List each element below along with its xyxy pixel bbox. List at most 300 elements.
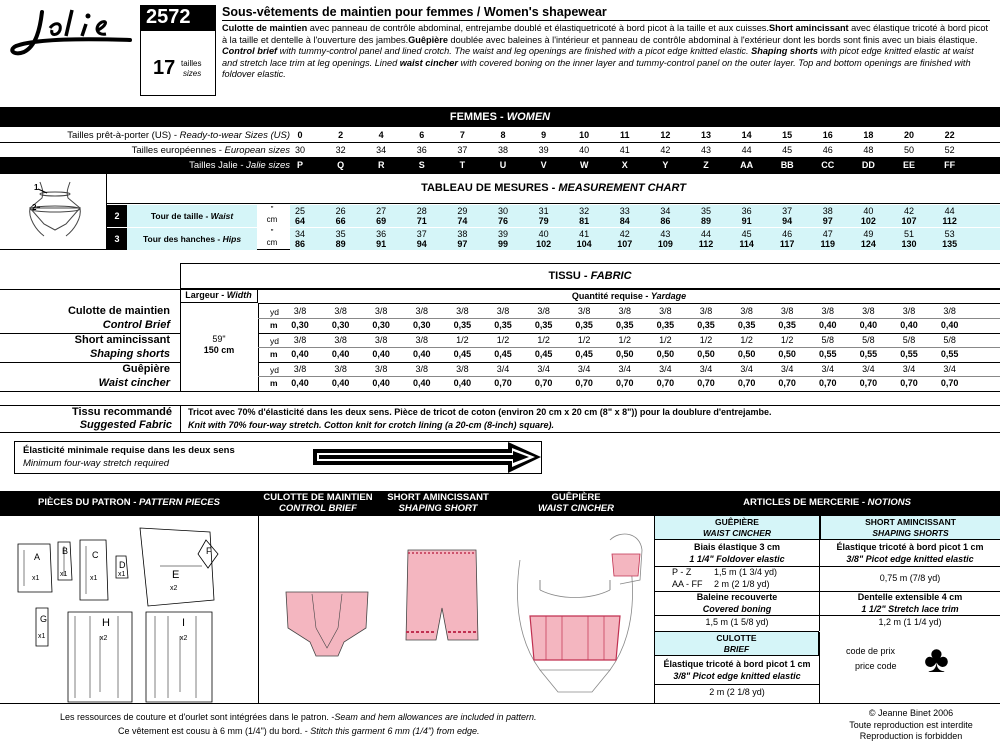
fabric-m-cell: 0,70 (494, 378, 512, 388)
fabric-m-cell: 0,40 (372, 378, 390, 388)
footer-seam: Les ressources de couture et d'ourlet sont intégrées dans le patron. -Seam and hem allowances are included in pattern. (60, 712, 537, 722)
brief-drawing (282, 588, 372, 658)
measurement-cm-cell: 107 (617, 239, 633, 249)
fabric-m-cell: 0,45 (575, 349, 593, 359)
suggested-text-fr: Tricot avec 70% d'élasticité dans les deux sens. Pièce de tricot de coton (environ 20 cm x 20 cm (8" x 8")) pour la doublure d'entrejambe. (188, 407, 772, 417)
measurement-in-cell: 42 (619, 229, 630, 239)
measurement-cm-cell: 79 (538, 216, 549, 226)
fabric-yd-cell: 3/4 (862, 364, 875, 374)
rule (107, 203, 1000, 204)
desc-fr-brief-bold: Culotte de maintien (222, 23, 308, 33)
measurement-cm-cell: 86 (294, 239, 305, 249)
fabric-m-cell: 0,50 (778, 349, 796, 359)
measurement-cm-cell: 94 (782, 216, 793, 226)
size-cell: 12 (660, 130, 671, 140)
measurement-in-cell: 35 (700, 206, 711, 216)
club-icon: ♣ (924, 639, 949, 681)
fabric-yd-cell: 5/8 (821, 335, 835, 345)
fabric-m-cell: 0,40 (413, 378, 431, 388)
measurement-cm-cell: 114 (739, 239, 754, 249)
measurement-cm-cell: 124 (860, 239, 876, 249)
size-cell: DD (861, 160, 875, 170)
measurement-cm-cell: 102 (536, 239, 552, 249)
measurement-number: 2 (107, 205, 127, 227)
piece-count: x2 (180, 635, 188, 642)
fabric-yd-cell: 3/8 (740, 306, 753, 316)
fabric-yd-cell: 3/8 (415, 306, 429, 316)
fabric-yd-cell: 3/8 (659, 306, 672, 316)
cincher-item2: Baleine recouverte Covered boning (696, 592, 778, 614)
fabric-garment-en: Control Brief (102, 319, 170, 331)
measurement-cm-cell: 89 (335, 239, 346, 249)
pattern-number: 2572 (140, 5, 216, 30)
suggested-label-en: Suggested Fabric (79, 419, 172, 431)
measurement-number: 3 (107, 228, 127, 250)
fabric-yd-cell: 3/8 (293, 335, 307, 345)
measurement-label: Tour de taille - Waist (127, 205, 257, 227)
fabric-yd-cell: 3/4 (659, 364, 672, 374)
desc-en-shorts-bold: Shaping shorts (751, 46, 818, 57)
size-cell: 10 (579, 130, 590, 140)
fabric-yd-cell: 3/8 (293, 364, 307, 374)
fabric-yd-cell: 3/4 (537, 364, 550, 374)
fabric-m-cell: 0,40 (453, 378, 472, 388)
measurement-in-cell: 34 (660, 206, 671, 216)
measurement-in-cell: 41 (579, 229, 590, 239)
piece-label: B (62, 546, 69, 556)
measurement-cm-cell: 94 (416, 239, 427, 249)
fabric-m-cell: 0,40 (900, 320, 918, 330)
size-cell: U (499, 160, 507, 170)
measurement-cm-cell: 104 (576, 239, 592, 249)
cincher-q1-values: 1,5 m (1 3/4 yd) 2 m (2 1/8 yd) (714, 567, 778, 589)
measurement-title: TABLEAU DE MESURES - MEASUREMENT CHART (421, 182, 686, 194)
piece-count: x1 (38, 633, 46, 640)
size-cell: 48 (863, 145, 874, 155)
brief-item: Élastique tricoté à bord picot 1 cm 3/8" Picot edge knitted elastic (663, 659, 811, 681)
measurement-row (0, 228, 1000, 250)
measurement-in-cell: 36 (741, 206, 752, 216)
size-cell: 14 (741, 130, 752, 140)
rule (258, 347, 1000, 348)
stretch-text-en: Minimum four-way stretch required (23, 458, 170, 469)
size-cell: 4 (378, 130, 384, 140)
fabric-m-cell: 0,35 (453, 320, 472, 330)
size-cell: 22 (944, 130, 955, 140)
desc-en-brief-bold: Control brief (222, 46, 278, 57)
fabric-title: TISSU - FABRIC (548, 270, 632, 282)
fabric-yd-cell: 3/8 (902, 306, 916, 316)
shorts-item2: Dentelle extensible 4 cm 1 1/2" Stretch lace trim (857, 592, 963, 614)
piece-label: C (92, 550, 99, 560)
measurement-cm-cell: 112 (942, 216, 957, 226)
measurement-cm-cell: 86 (660, 216, 671, 226)
fabric-m-cell: 0,40 (291, 378, 309, 388)
measurement-cm-cell: 135 (942, 239, 958, 249)
fabric-m-cell: 0,70 (737, 378, 756, 388)
size-row-us (0, 128, 1000, 143)
measurement-in-cell: 45 (741, 229, 752, 239)
fabric-yd-cell: 1/2 (699, 335, 713, 345)
fabric-m-cell: 0,40 (291, 349, 309, 359)
jalie-logo-icon (2, 4, 137, 64)
size-cell: 7 (459, 130, 465, 140)
measurement-in-cell: 36 (376, 229, 387, 239)
measurement-in-cell: 40 (538, 229, 549, 239)
price-code-fr: code de prix (846, 646, 896, 656)
shaping-short-icon (402, 548, 482, 648)
rule (655, 684, 819, 685)
fabric-units: yd m (270, 365, 279, 388)
fabric-yd-cell: 3/4 (780, 364, 794, 374)
fabric-yd-cell: 3/4 (618, 364, 632, 374)
fabric-m-cell: 0,45 (534, 349, 553, 359)
fabric-m-cell: 0,35 (778, 320, 796, 330)
measurement-in-cell: 25 (294, 206, 305, 216)
fabric-yd-cell: 3/8 (699, 306, 713, 316)
size-cell: 6 (419, 130, 425, 140)
size-cell: 50 (903, 145, 914, 155)
size-cell: AA (740, 160, 754, 170)
svg-text:Jalie: Jalie (12, 62, 15, 63)
fabric-yd-cell: 1/2 (780, 335, 794, 345)
size-cell: 44 (741, 145, 752, 155)
measurement-in-cell: 27 (376, 206, 387, 216)
fabric-m-cell: 0,50 (697, 349, 715, 359)
size-cell: 52 (944, 145, 955, 155)
header-title: Sous-vêtements de maintien pour femmes / Women's shapewear (222, 5, 607, 19)
copyright: © Jeanne Binet 2006 (868, 708, 954, 718)
fabric-yd-cell: 3/4 (496, 364, 510, 374)
rights-en: Reproduction is forbidden (859, 731, 963, 741)
fabric-m-cell: 0,40 (819, 320, 837, 330)
stretch-text-fr: Élasticité minimale requise dans les deux sens (23, 445, 235, 456)
fabric-yd-cell: 3/8 (780, 306, 794, 316)
size-cell: 32 (335, 145, 346, 155)
size-cell: 16 (822, 130, 833, 140)
pattern-pieces (0, 516, 258, 704)
size-cell: 34 (376, 145, 387, 155)
fabric-yd-cell: 1/2 (740, 335, 753, 345)
pattern-pieces-icon (0, 516, 258, 704)
measurement-in-cell: 31 (538, 206, 549, 216)
fabric-m-cell: 0,40 (372, 349, 390, 359)
size-cell: 18 (863, 130, 874, 140)
size-cell: 46 (822, 145, 833, 155)
measurement-in-cell: 32 (579, 206, 590, 216)
measurement-cm-cell: 119 (820, 239, 836, 249)
measurement-in-cell: 53 (944, 229, 955, 239)
fabric-m-cell: 0,55 (900, 349, 918, 359)
measurement-units: " cm (266, 228, 278, 247)
size-row-us-label: Tailles prêt-à-porter (US) - Ready-to-wear Sizes (US) (67, 130, 290, 141)
measurement-in-cell: 37 (416, 229, 427, 239)
fabric-yd-cell: 5/8 (902, 335, 916, 345)
size-cell: 30 (294, 145, 305, 155)
size-cell: S (418, 160, 425, 170)
fabric-m-cell: 0,70 (819, 378, 837, 388)
measurement-in-cell: 42 (903, 206, 914, 216)
size-cell: X (621, 160, 628, 170)
size-row-jalie-label: Tailles Jalie - Jalie sizes (189, 160, 290, 171)
fabric-yd-cell: 3/8 (537, 306, 550, 316)
fabric-yd-cell: 3/8 (415, 364, 429, 374)
short-drawing (402, 548, 482, 648)
size-cell: EE (902, 160, 915, 170)
desc-en-cincher: with covered boning on the inner layer and tummy-control panel on the outer layer. Top and bottom openings are finished with foldover elastic. (222, 57, 971, 80)
fabric-m-cell: 0,35 (494, 320, 512, 330)
women-banner-fr: FEMMES - (449, 111, 507, 123)
fabric-m-cell: 0,45 (494, 349, 512, 359)
fabric-m-cell: 0,30 (372, 320, 390, 330)
fabric-m-cell: 0,70 (940, 378, 959, 388)
rule (180, 405, 181, 433)
fabric-m-cell: 0,35 (575, 320, 593, 330)
fabric-m-cell: 0,70 (778, 378, 796, 388)
fabric-yd-cell: 3/8 (415, 335, 429, 345)
measurement-cm-cell: 89 (700, 216, 711, 226)
fabric-yd-cell: 3/8 (496, 306, 510, 316)
desc-fr-brief: avec panneau de contrôle abdominal, entrejambe doublé et élastiquetricoté à bord picot à la taille et aux cuisses. (307, 23, 769, 33)
fabric-yd-cell: 3/8 (374, 306, 388, 316)
fabric-yd-cell: 1/2 (537, 335, 550, 345)
rights-fr: Toute reproduction est interdite (849, 719, 973, 730)
stretch-guide (14, 441, 542, 474)
fabric-yd-cell: 3/4 (577, 364, 591, 374)
control-brief-icon (282, 588, 372, 658)
size-cell: FF (944, 160, 956, 170)
fabric-m-cell: 0,35 (616, 320, 634, 330)
footer-copyright (836, 708, 986, 743)
logo (2, 4, 137, 64)
piece-label: I (182, 617, 186, 629)
suggested-label-fr: Tissu recommandé (71, 406, 172, 418)
piece-label: A (34, 552, 41, 562)
measurement-in-cell: 30 (497, 206, 508, 216)
fabric-m-cell: 0,30 (413, 320, 431, 330)
shorts-q1: 0,75 m (7/8 yd) (879, 573, 941, 583)
fabric-yd-cell: 3/8 (821, 306, 835, 316)
fabric-m-cell: 0,55 (859, 349, 878, 359)
fabric-yd-cell: 5/8 (943, 335, 956, 345)
fabric-m-cell: 0,35 (737, 320, 756, 330)
fabric-yd-cell: 1/2 (618, 335, 632, 345)
measurement-cm-cell: 109 (657, 239, 673, 249)
brief-title: CULOTTE DE MAINTIEN CONTROL BRIEF (263, 492, 373, 514)
measurement-cm-cell: 130 (901, 239, 917, 249)
measurement-in-cell: 39 (497, 229, 508, 239)
fabric-m-cell: 0,70 (616, 378, 634, 388)
fabric-m-cell: 0,40 (859, 320, 878, 330)
measurement-cm-cell: 97 (822, 216, 833, 226)
size-cell: 8 (500, 130, 506, 140)
measurement-label: Tour des hanches - Hips (127, 228, 257, 250)
fabric-yd-cell: 3/8 (293, 306, 307, 316)
women-banner (0, 107, 1000, 127)
fabric-m-cell: 0,70 (575, 378, 593, 388)
size-cell: 0 (297, 130, 303, 140)
size-row-eu (0, 143, 1000, 157)
measurement-cm-cell: 69 (376, 216, 387, 226)
notions-shorts-head: SHORT AMINCISSANT SHAPING SHORTS (820, 516, 1000, 540)
size-cell: Z (703, 160, 709, 170)
size-cell: BB (780, 160, 794, 170)
fabric-yd-cell: 1/2 (659, 335, 672, 345)
piece-count: x2 (170, 585, 178, 592)
piece-label: D (119, 560, 126, 570)
desc-fr-shorts: avec élastique tricoté à bord picot à la taille et dentelle à l'ouverture des jambes. (222, 23, 989, 45)
rule (258, 362, 1000, 363)
size-cell: 38 (497, 145, 508, 155)
fabric-m-cell: 0,50 (616, 349, 634, 359)
desc-fr-shorts-bold: Short amincissant (768, 23, 849, 33)
header-description (222, 23, 990, 81)
measurement-in-cell: 44 (944, 206, 955, 216)
fabric-row (0, 362, 1000, 391)
price-code-en: price code (855, 661, 897, 671)
fabric-yd-cell: 3/8 (334, 364, 347, 374)
size-cell: 37 (457, 145, 468, 155)
size-cell: P (296, 160, 303, 170)
piece-count: x2 (100, 635, 108, 642)
fabric-m-cell: 0,30 (291, 320, 309, 330)
fabric-yd-cell: 3/8 (334, 306, 347, 316)
fabric-m-cell: 0,35 (697, 320, 715, 330)
measurement-in-cell: 49 (863, 229, 874, 239)
rule (655, 615, 819, 616)
desc-fr-cincher: doublée avec baleines à l'intérieur et panneau de contrôle abdominal à l'extérieur dont les bords sont finis avec un biais élastique. (447, 34, 978, 45)
notions-brief-head: CULOTTE BRIEF (655, 632, 819, 656)
piece-count: x1 (60, 571, 68, 578)
fabric-yd-cell: 3/4 (740, 364, 753, 374)
size-count-box (140, 30, 216, 96)
fabric-garment-en: Shaping shorts (89, 348, 170, 360)
rule (258, 516, 259, 704)
fabric-m-cell: 0,70 (534, 378, 553, 388)
fabric-yd-cell: 1/2 (456, 335, 469, 345)
fabric-width-cm: 150 cm (203, 345, 235, 355)
size-cell: 43 (700, 145, 711, 155)
measurement-in-cell: 26 (335, 206, 346, 216)
sizes-word-en: sizes (183, 69, 202, 78)
measurement-in-cell: 35 (335, 229, 346, 239)
measurement-cm-cell: 76 (497, 216, 508, 226)
fabric-yd-cell: 1/2 (496, 335, 510, 345)
rule (258, 333, 1000, 334)
cincher-item1: Biais élastique 3 cm 1 1/4" Foldover elastic (689, 542, 785, 564)
measurement-in-cell: 34 (294, 229, 305, 239)
measurement-in-cell: 38 (822, 206, 833, 216)
size-cell: 42 (660, 145, 671, 155)
fabric-garment-fr: Guêpière (122, 363, 170, 375)
fabric-garment-fr: Short amincissant (74, 334, 170, 346)
fabric-m-cell: 0,50 (656, 349, 675, 359)
pieces-title: PIÈCES DU PATRON - PATTERN PIECES (38, 497, 220, 508)
measurement-cm-cell: 71 (416, 216, 427, 226)
fabric-yd-cell: 3/8 (618, 306, 632, 316)
notions-cincher-head: GUÊPIÈRE WAIST CINCHER (655, 516, 819, 540)
desc-fr-cincher-bold: Guêpière (408, 34, 448, 45)
size-cell: CC (821, 160, 835, 170)
size-cell: 15 (782, 130, 793, 140)
fabric-yardage-label: Quantité requise - Yardage (571, 291, 687, 301)
measurement-in-cell: 28 (416, 206, 427, 216)
measurement-cm-cell: 97 (457, 239, 468, 249)
size-cell: 40 (579, 145, 590, 155)
measurement-in-cell: 37 (782, 206, 793, 216)
piece-count: x1 (32, 575, 40, 582)
fabric-yd-cell: 3/8 (943, 306, 956, 316)
measurement-row (0, 205, 1000, 227)
piece-count: x1 (118, 571, 126, 578)
measurement-cm-cell: 112 (698, 239, 714, 249)
shorts-item1: Élastique tricoté à bord picot 1 cm 3/8" Picot edge knitted elastic (836, 542, 984, 564)
fabric-yd-cell: 3/8 (577, 306, 591, 316)
fabric-yd-cell: 3/8 (456, 364, 469, 374)
fabric-yd-cell: 3/4 (943, 364, 956, 374)
rule (820, 615, 1000, 616)
fabric-width-label: Largeur - Width (180, 289, 258, 303)
brief-q: 2 m (2 1/8 yd) (709, 687, 765, 697)
size-cell: Y (662, 160, 669, 170)
fabric-yd-cell: 3/8 (862, 306, 875, 316)
size-cell: 36 (416, 145, 427, 155)
fabric-m-cell: 0,30 (331, 320, 350, 330)
measurement-cm-cell: 91 (741, 216, 752, 226)
fabric-m-cell: 0,40 (413, 349, 431, 359)
cincher-q1-sizes: P - Z AA - FF (672, 567, 703, 589)
size-cell: W (579, 160, 589, 170)
sizes-word-fr: tailles (181, 59, 202, 68)
fabric-units: yd m (270, 307, 279, 330)
cincher-title: GUÊPIÈRE WAIST CINCHER (538, 492, 614, 514)
measurement-cm-cell: 84 (619, 216, 630, 226)
size-cell: Q (337, 160, 345, 170)
size-row-eu-label: Tailles européennes - European sizes (131, 145, 290, 156)
measurement-cm-cell: 66 (335, 216, 346, 226)
measurement-in-cell: 43 (660, 229, 671, 239)
fabric-m-cell: 0,55 (819, 349, 837, 359)
measurement-cm-cell: 107 (901, 216, 917, 226)
fabric-yd-cell: 1/2 (577, 335, 591, 345)
fabric-yd-cell: 3/4 (699, 364, 713, 374)
desc-en-brief: with tummy-control panel and lined crotch. The waist and leg openings are finished with a picot edge knitted elastic. (277, 46, 749, 57)
fabric-m-cell: 0,40 (331, 349, 350, 359)
notions-title: ARTICLES DE MERCERIE - NOTIONS (743, 497, 911, 508)
fig-label-2: 2 (32, 203, 37, 212)
fabric-row (0, 333, 1000, 362)
suggested-text-en: Knit with 70% four-way stretch. Cotton knit for crotch lining (a 20-cm (8-inch) square). (188, 420, 555, 430)
measurement-cm-cell: 91 (376, 239, 387, 249)
fabric-m-cell: 0,50 (737, 349, 756, 359)
size-cell: 39 (538, 145, 549, 155)
measurement-cm-cell: 102 (860, 216, 876, 226)
shorts-q2: 1,2 m (1 1/4 yd) (878, 617, 942, 627)
piece-count: x1 (90, 575, 98, 582)
fabric-m-cell: 0,70 (900, 378, 918, 388)
cincher-drawing (500, 520, 654, 702)
size-cell: 41 (619, 145, 630, 155)
fabric-m-cell: 0,70 (859, 378, 878, 388)
women-banner-en: WOMEN (506, 111, 551, 123)
measurement-cm-cell: 74 (457, 216, 468, 226)
size-row-jalie (0, 157, 1000, 174)
measurement-in-cell: 40 (863, 206, 874, 216)
size-cell: R (377, 160, 385, 170)
waist-cincher-icon (500, 520, 654, 702)
stretch-arrow-icon (313, 442, 543, 473)
desc-en-shorts: with picot edge knitted elastic at waist and stretch lace trim at leg openings. Lined (222, 46, 974, 68)
